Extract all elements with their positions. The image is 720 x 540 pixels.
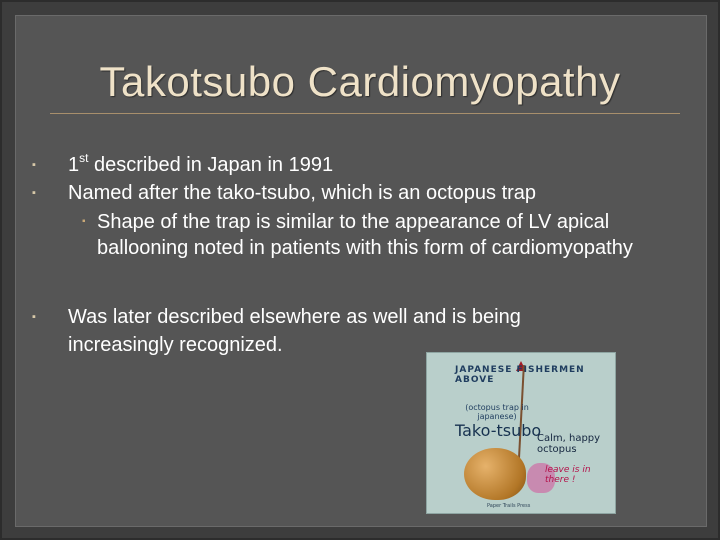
takotsubo-illustration [426, 352, 616, 514]
bullet-icon: ▪ [32, 187, 36, 199]
bullet-text-2: Named after the tako-tsubo, which is an octopus trap [68, 182, 537, 204]
figure-speech-2: leave is in there ! [545, 465, 591, 485]
bullet-text-3-line1: Was later described elsewhere as well and is being [68, 306, 521, 328]
bullet-text-3-line2: increasingly recognized. [68, 334, 283, 356]
slide-title: Takotsubo Cardiomyopathy [99, 58, 621, 105]
superscript: st [79, 151, 89, 166]
figure-caption-top: JAPANESE FISHERMEN ABOVE [455, 365, 585, 385]
bullet-text-1: 1st described in Japan in 1991 [68, 151, 334, 176]
figure-caption-note: (octopus trap in japanese) [465, 403, 529, 421]
title-underline [50, 113, 680, 114]
bullet-icon: ▪ [32, 159, 36, 171]
figure-credit: Paper Trails Press [487, 503, 531, 509]
bullet-icon: ▪ [32, 311, 36, 323]
sub-bullet-text: Shape of the trap is similar to the appearance of LV apical ballooning noted in patients with this form of cardiomyopathy [97, 211, 633, 259]
figure-label: Tako-tsubo [455, 421, 542, 440]
octopus-pot-icon [464, 448, 526, 500]
figure-speech: Calm, happy octopus [537, 433, 601, 455]
sub-bullet-icon: ▪ [82, 216, 86, 227]
